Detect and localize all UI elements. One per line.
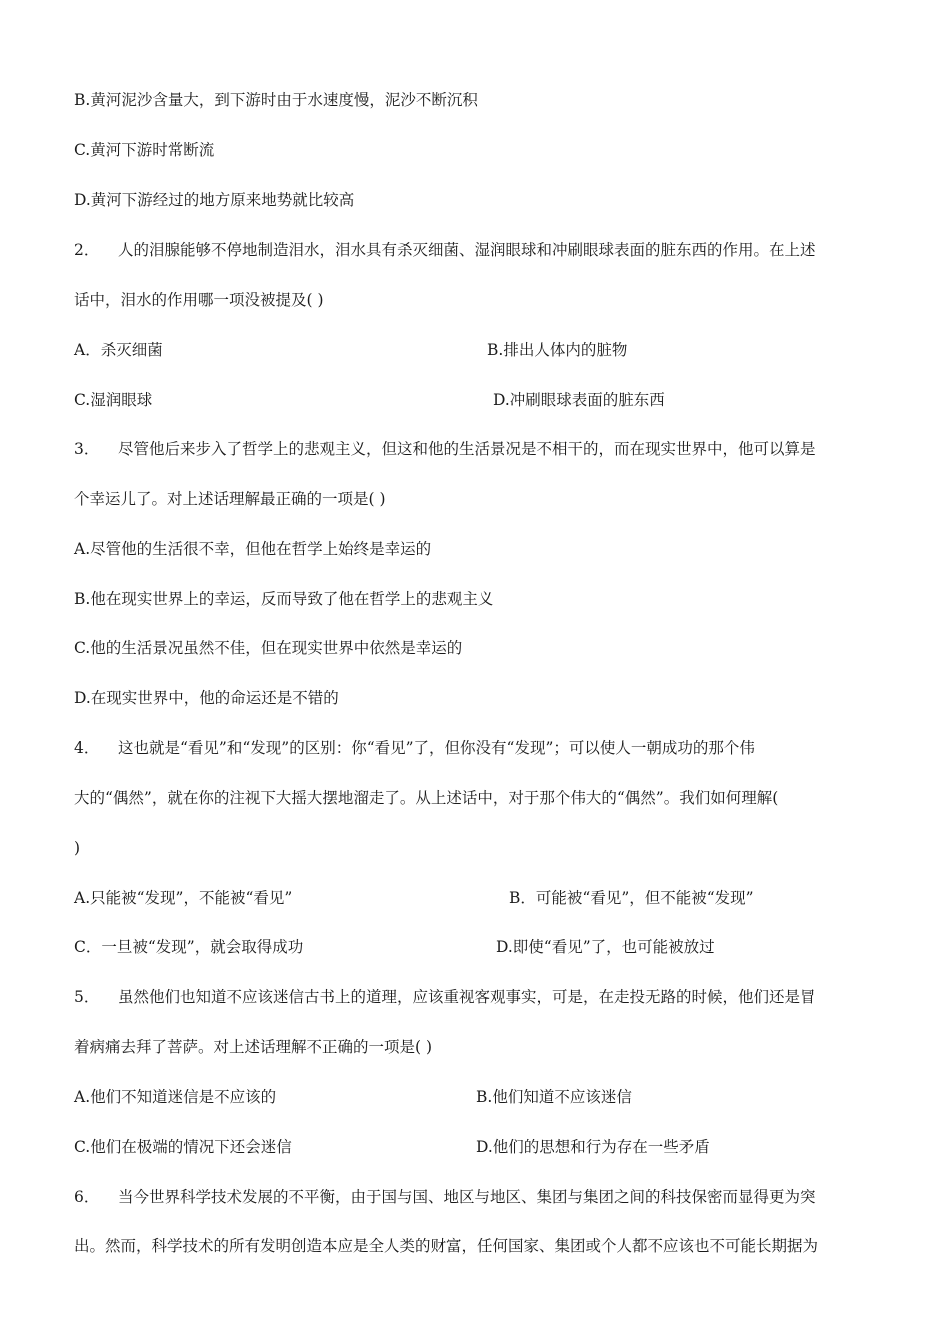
q1-option-b: B.黄河泥沙含量大，到下游时由于水速度慢，泥沙不断沉积 <box>74 91 478 109</box>
q2-stem-line1 <box>74 240 816 260</box>
q3-stem-text: 尽管他后来步入了哲学上的悲观主义，但这和他的生活景况是不相干的，而在现实世界中，他可以算是 <box>118 440 816 458</box>
q2-option-c: C.湿润眼球 <box>74 391 153 409</box>
q3-option-d: D.在现实世界中，他的命运还是不错的 <box>74 689 339 707</box>
q6-stem-text: 当今世界科学技术发展的不平衡，由于国与国、地区与地区、集团与集团之间的科技保密而显得更为突 <box>118 1188 816 1206</box>
q6-number: 6． <box>74 1188 100 1206</box>
q5-number: 5． <box>74 988 100 1006</box>
q4-number: 4． <box>74 739 100 757</box>
q2-stem-line2: 话中，泪水的作用哪一项没被提及( ) <box>74 291 324 309</box>
q3-option-b: B.他在现实世界上的幸运，反而导致了他在哲学上的悲观主义 <box>74 590 494 608</box>
q4-stem-line3: ) <box>74 839 81 857</box>
q4-option-b: B．可能被“看见”，但不能被“发现” <box>509 889 754 907</box>
q2-option-d: D.冲刷眼球表面的脏东西 <box>493 391 665 409</box>
q2-stem-text: 人的泪腺能够不停地制造泪水，泪水具有杀灭细菌、湿润眼球和冲刷眼球表面的脏东西的作用。在上述 <box>118 241 816 259</box>
q5-stem-line1 <box>74 987 816 1007</box>
q1-option-c: C.黄河下游时常断流 <box>74 141 215 159</box>
q5-option-c: C.他们在极端的情况下还会迷信 <box>74 1138 292 1156</box>
q1-option-d: D.黄河下游经过的地方原来地势就比较高 <box>74 191 355 209</box>
q5-option-d: D.他们的思想和行为存在一些矛盾 <box>476 1138 710 1156</box>
q5-stem-line2: 着病痛去拜了菩萨。对上述话理解不正确的一项是( ) <box>74 1038 433 1056</box>
q2-option-b: B.排出人体内的脏物 <box>487 341 628 359</box>
q5-stem-text: 虽然他们也知道不应该迷信古书上的道理，应该重视客观事实，可是，在走投无路的时候，他们还是冒 <box>118 988 816 1006</box>
q5-option-a: A.他们不知道迷信是不应该的 <box>74 1088 277 1106</box>
q6-stem-line1 <box>74 1187 816 1207</box>
q3-option-c: C.他的生活景况虽然不佳，但在现实世界中依然是幸运的 <box>74 639 463 657</box>
q5-option-b: B.他们知道不应该迷信 <box>476 1088 632 1106</box>
q3-stem-line1 <box>74 439 816 459</box>
q2-option-a: A．杀灭细菌 <box>74 341 163 359</box>
q4-option-c: C．一旦被“发现”，就会取得成功 <box>74 938 304 956</box>
q3-number: 3． <box>74 440 100 458</box>
q4-stem-text: 这也就是“看见”和“发现”的区别：你“看见”了，但你没有“发现”；可以使人一朝成功的那个伟 <box>118 739 755 757</box>
q6-stem-line2: 出。然而，科学技术的所有发明创造本应是全人类的财富，任何国家、集团或个人都不应该也不可能长期据为 <box>74 1237 819 1255</box>
q3-option-a: A.尽管他的生活很不幸，但他在哲学上始终是幸运的 <box>74 540 432 558</box>
q4-option-a: A.只能被“发现”，不能被“看见” <box>74 889 293 907</box>
q3-stem-line2: 个幸运儿了。对上述话理解最正确的一项是( ) <box>74 490 386 508</box>
q4-stem-line1 <box>74 738 755 758</box>
q4-stem-line2: 大的“偶然”，就在你的注视下大摇大摆地溜走了。从上述话中，对于那个伟大的“偶然”。我们如何理解( <box>74 789 779 807</box>
q2-number: 2． <box>74 241 100 259</box>
q4-option-d: D.即使“看见”了，也可能被放过 <box>496 938 715 956</box>
